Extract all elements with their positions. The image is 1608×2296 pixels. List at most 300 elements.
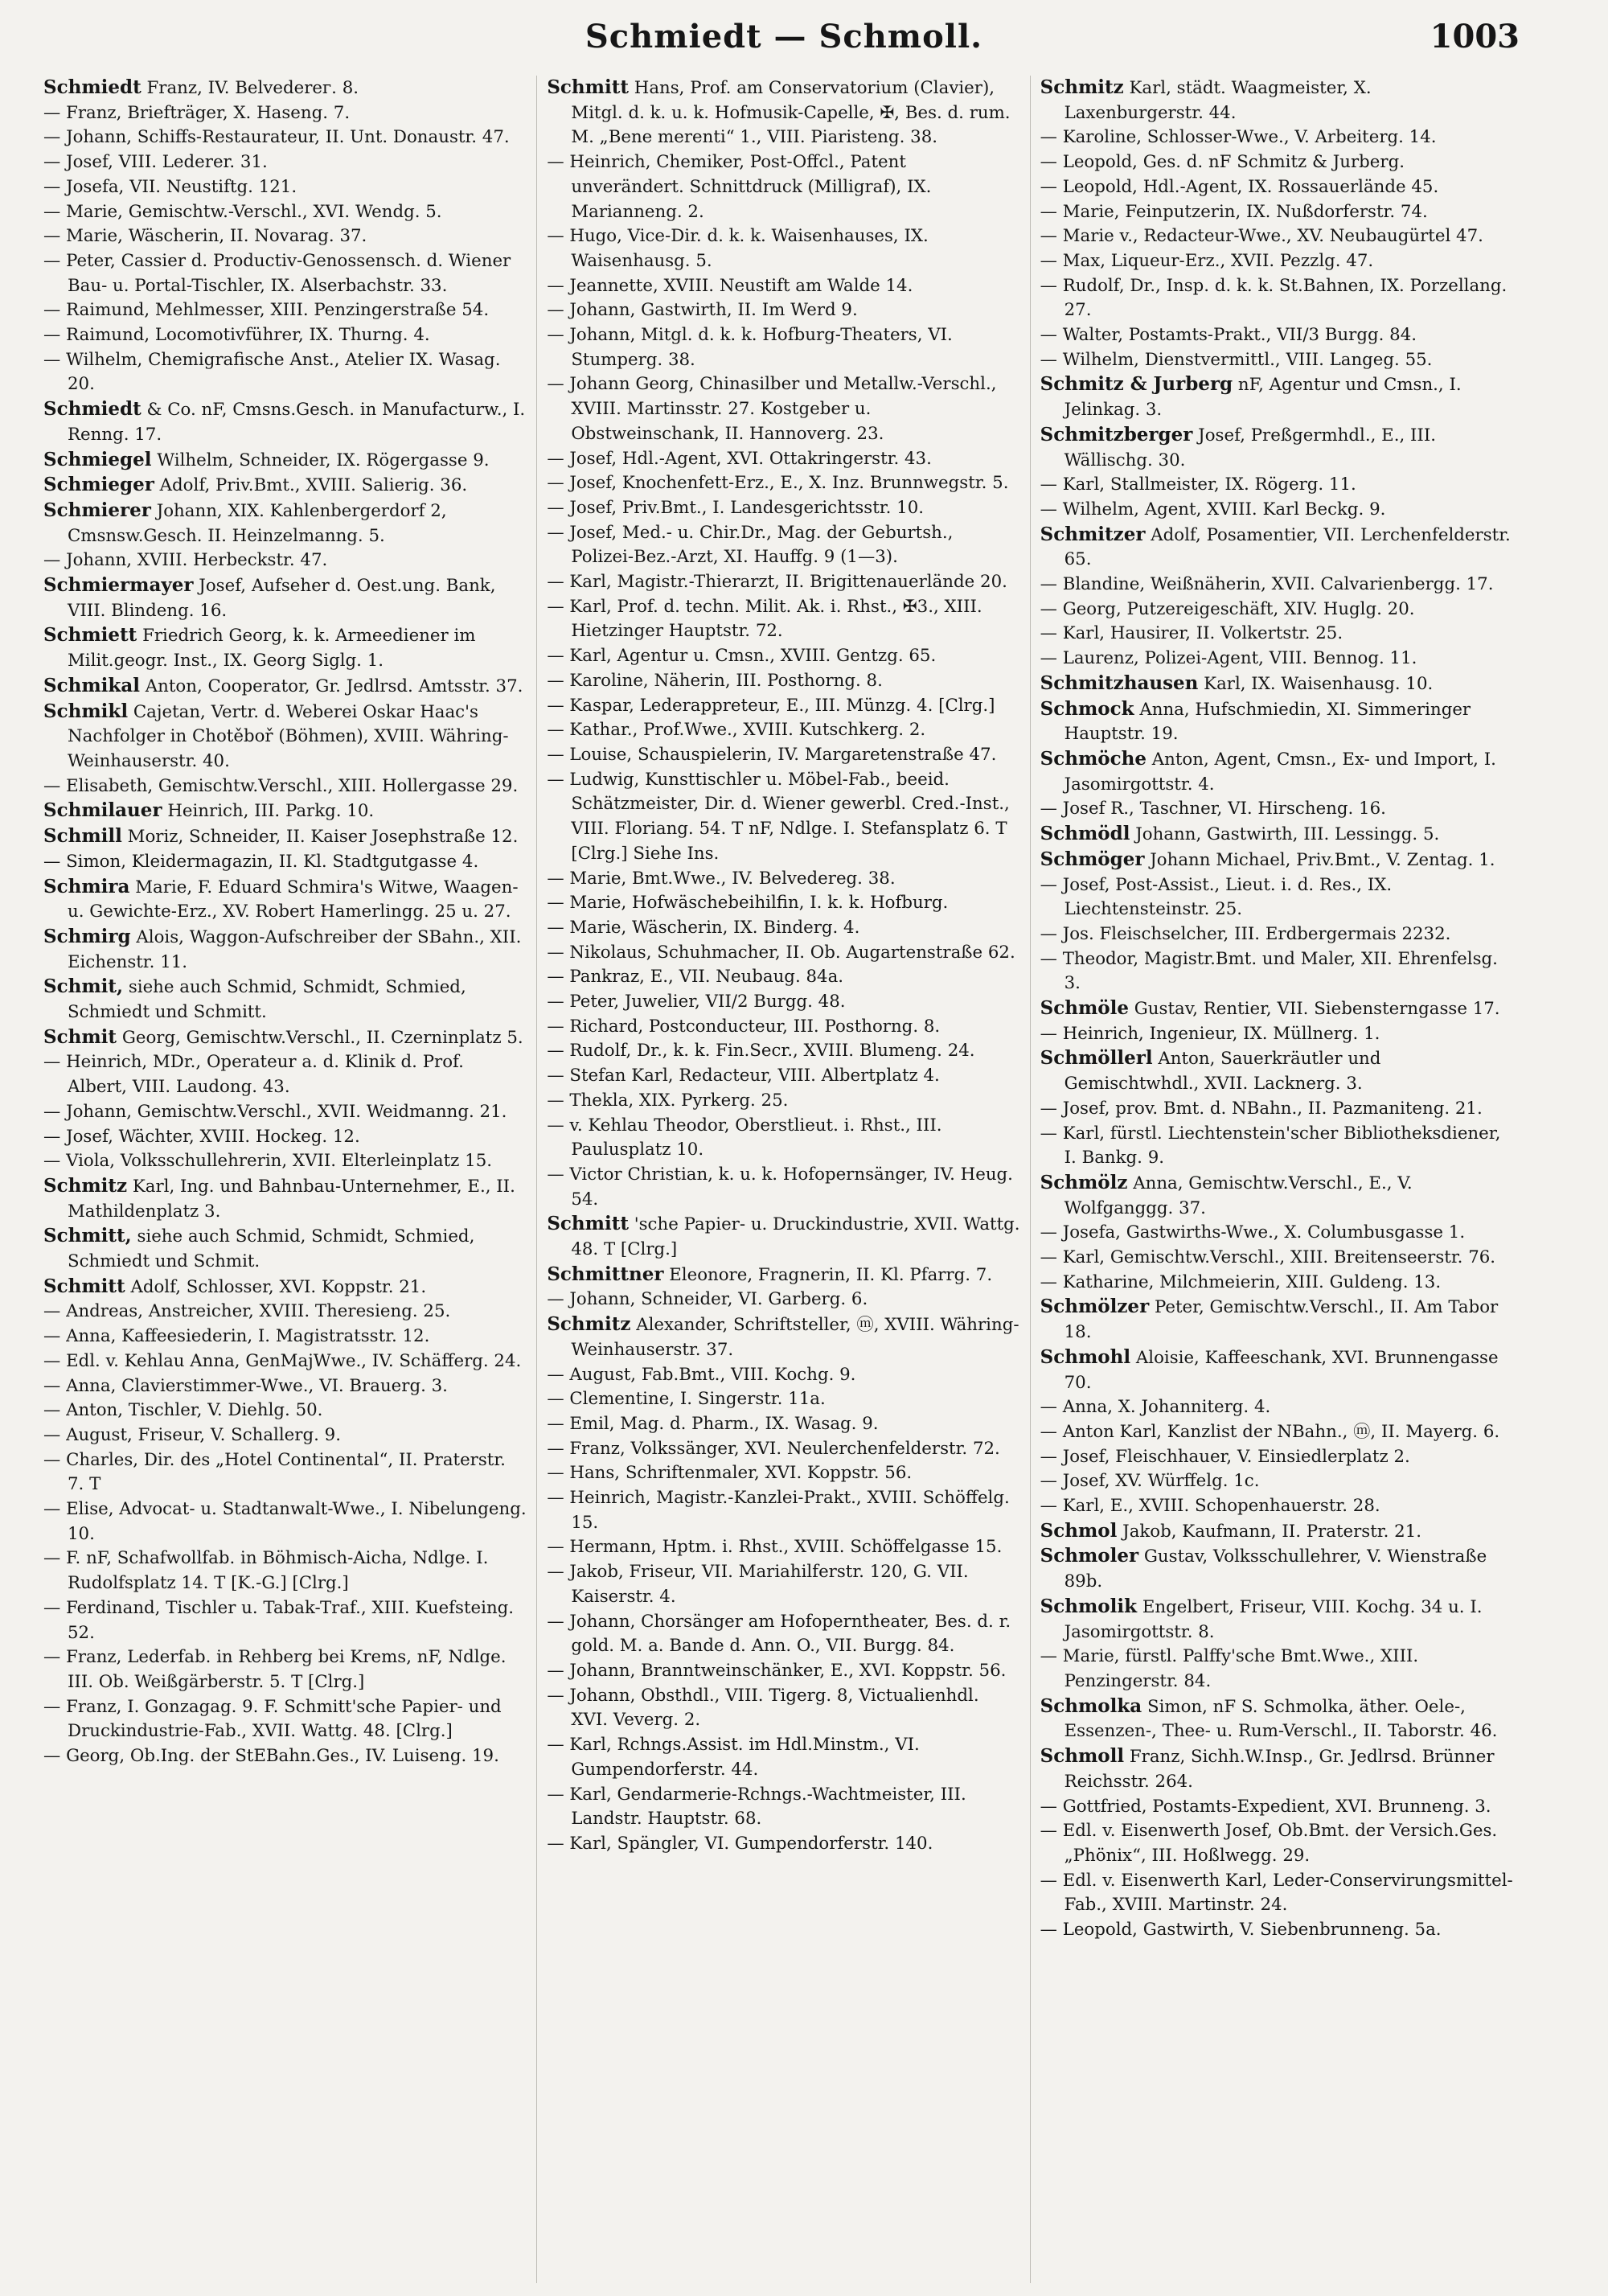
entry-details: — Marie, Feinputzerin, IX. Nußdorferstr. 74. [1040, 201, 1428, 222]
entry-surname: Schmilauer [43, 799, 162, 822]
entry-surname: Schmiegel [43, 448, 152, 470]
column-3 [1030, 76, 1523, 2283]
entry-details: — Edl. v. Eisenwerth Josef, Ob.Bmt. der Versich.Ges. „Phönix“, III. Hoßlwegg. 29. [1040, 1821, 1498, 1866]
directory-entry [1040, 1097, 1513, 1122]
directory-entry [547, 694, 1019, 719]
directory-entry [1040, 1694, 1513, 1744]
directory-entry [547, 323, 1019, 372]
directory-entry [1040, 323, 1513, 348]
directory-entry [1040, 1795, 1513, 1820]
entry-details: — Josef, XV. Würffelg. 1c. [1040, 1471, 1260, 1492]
directory-entry [1040, 473, 1513, 498]
directory-entry [1040, 1595, 1513, 1645]
entry-details: — Wilhelm, Agent, XVIII. Karl Beckg. 9. [1040, 499, 1386, 520]
directory-entry [1040, 947, 1513, 996]
directory-entry [547, 570, 1019, 595]
entry-details: 'sche Papier- u. Druckindustrie, XVII. Wattg. 48. T [Clrg.] [571, 1214, 1020, 1260]
entry-surname: Schmieger [43, 474, 154, 496]
entry-details: — Franz, Lederfab. in Rehberg bei Krems, nF, Ndlge. III. Ob. Weißgärberstr. 5. T [Clrg.] [43, 1647, 507, 1692]
entry-details: Wilhelm, Schneider, IX. Rögergasse 9. [157, 450, 490, 470]
entry-surname: Schmit, [43, 975, 124, 998]
directory-entry [547, 298, 1019, 323]
entry-details: Franz, IV. Belvederег. 8. [146, 78, 359, 98]
entry-details: — v. Kehlau Theodor, Oberstlieut. i. Rhst., III. Paulusplatz 10. [547, 1115, 942, 1160]
entry-details: — Josef, Med.- u. Chir.Dr., Mag. der Geburtsh., Polizei-Bez.-Arzt, XI. Hauffg. 9 (1—3). [547, 522, 954, 568]
directory-entry [547, 1312, 1019, 1362]
directory-entry [43, 1100, 527, 1125]
directory-entry [43, 224, 527, 249]
entry-surname: Schmira [43, 875, 130, 897]
entry-details: — Karl, Hausirer, II. Volkertstr. 25. [1040, 623, 1343, 644]
entry-details: — Leopold, Hdl.-Agent, IX. Rossauerlände 45. [1040, 176, 1439, 197]
entry-surname: Schmitt, [43, 1225, 132, 1247]
entry-details: — Johann, Schiffs-Restaurateur, II. Unt. Donaustr. 47. [43, 127, 510, 148]
entry-details: — Hugo, Vice-Dir. d. k. k. Waisenhauses, IX. Waisenhausg. 5. [547, 226, 929, 271]
directory-entry [43, 548, 527, 573]
directory-entry [547, 644, 1019, 669]
entry-details: — Richard, Postconducteur, III. Posthorng. 8. [547, 1016, 941, 1037]
directory-entry [547, 941, 1019, 966]
entry-details: Alexander, Schriftsteller, ⓜ, XVIII. Währing-Weinhauserstr. 37. [571, 1315, 1019, 1360]
directory-entry [547, 1288, 1019, 1312]
directory-entry [547, 1832, 1019, 1857]
entry-details: — Walter, Postamts-Prakt., VII/3 Burgg. 84. [1040, 325, 1417, 346]
directory-entry [1040, 873, 1513, 922]
entry-details: — Josef, Fleischhauer, V. Einsiedlerplatz 2. [1040, 1446, 1410, 1467]
entry-details: — Johann, XVIII. Herbeckstr. 47. [43, 550, 328, 571]
directory-entry [547, 1387, 1019, 1412]
entry-details: — Josefa, VII. Neustiftg. 121. [43, 176, 297, 197]
entry-details: — Blandine, Weißnäherin, XVII. Calvarienbergg. 17. [1040, 574, 1494, 595]
entry-details: — Emil, Mag. d. Pharm., IX. Wasag. 9. [547, 1413, 879, 1434]
directory-entry [43, 1497, 527, 1546]
entry-details: — Franz, Briefträger, X. Haseng. 7. [43, 102, 351, 123]
entry-details: — Raimund, Mehlmesser, XIII. Penzingerstraße 54. [43, 300, 490, 321]
entry-details: — Georg, Putzereigeschäft, XIV. Huglg. 20. [1040, 598, 1415, 619]
directory-entry [43, 850, 527, 875]
entry-details: Heinrich, III. Parkg. 10. [167, 801, 375, 822]
entry-surname: Schmitt [547, 1213, 629, 1235]
entry-details: Jakob, Kaufmann, II. Praterstr. 21. [1122, 1521, 1422, 1542]
entry-details: Karl, Ing. und Bahnbau-Unternehmer, E., II. Mathildenplatz 3. [68, 1176, 515, 1222]
entry-surname: Schmiermayer [43, 574, 194, 597]
directory-entry [43, 623, 527, 673]
entry-details: Simon, nF S. Schmolka, äther. Oele-, Essenzen-, Thee- u. Rum-Verschl., II. Taborstr. 46. [1064, 1696, 1498, 1742]
directory-entry [1040, 1420, 1513, 1445]
entry-details: — Josef, Post-Assist., Lieut. i. d. Res., IX. Liechtensteinstr. 25. [1040, 874, 1393, 920]
entry-details: Georg, Gemischtw.Verschl., II. Czerninplatz 5. [121, 1027, 523, 1048]
directory-entry [547, 1089, 1019, 1114]
directory-entry [1040, 125, 1513, 150]
entry-surname: Schmitt [43, 1275, 125, 1297]
directory-entry [43, 1224, 527, 1274]
entry-details: — Rudolf, Dr., k. k. Fin.Secr., XVIII. Blumeng. 24. [547, 1041, 975, 1062]
entry-details: — Louise, Schauspielerin, IV. Margaretenstraße 47. [547, 744, 997, 765]
directory-entry [547, 471, 1019, 496]
entry-details: — Johann, Branntweinschänker, E., XVI. Koppstr. 56. [547, 1661, 1007, 1681]
entry-surname: Schmol [1040, 1519, 1118, 1542]
entry-details: — Leopold, Ges. d. nF Schmitz & Jurberg. [1040, 152, 1405, 173]
entry-details: Adolf, Schlosser, XVI. Koppstr. 21. [130, 1276, 427, 1297]
entry-details: — Josef, Hdl.-Agent, XVI. Ottakringerstr. 43. [547, 448, 932, 469]
directory-entry [547, 1114, 1019, 1163]
directory-entry [547, 1560, 1019, 1609]
directory-entry [1040, 224, 1513, 249]
directory-entry [43, 397, 527, 447]
directory-entry [43, 150, 527, 175]
directory-entry [547, 1015, 1019, 1040]
directory-entry [43, 1448, 527, 1497]
entry-surname: Schmölz [1040, 1171, 1128, 1193]
directory-entry [43, 1125, 527, 1150]
directory-entry [43, 824, 527, 850]
entry-details: — Johann Georg, Chinasilber und Metallw.-Verschl., XVIII. Martinsstr. 27. Kostgeber u. Obstweinschank, II. Hannoverg. 23. [547, 374, 997, 444]
entry-surname: Schmöche [1040, 747, 1147, 770]
directory-entry [547, 965, 1019, 990]
entry-details: — Simon, Kleidermagazin, II. Kl. Stadtgutgasse 4. [43, 851, 479, 872]
directory-entry [547, 76, 1019, 150]
entry-surname: Schmitt [547, 76, 629, 98]
entry-details: — Karl, Stallmeister, IX. Rögerg. 11. [1040, 474, 1356, 495]
entry-details: — Laurenz, Polizei-Agent, VIII. Bennog. 11. [1040, 648, 1417, 669]
entry-details: — Karl, fürstl. Liechtenstein'scher Bibliotheksdiener, I. Bankg. 9. [1040, 1123, 1501, 1169]
directory-entry [1040, 1046, 1513, 1096]
column-2 [536, 76, 1029, 2283]
directory-entry [547, 1363, 1019, 1388]
directory-entry [43, 1174, 527, 1224]
directory-columns [43, 76, 1523, 2283]
entry-details: — Peter, Juwelier, VII/2 Burgg. 48. [547, 992, 846, 1012]
directory-entry [43, 1399, 527, 1423]
entry-details: Josef, Preßgermhdl., E., III. Wällischg. 30. [1064, 425, 1437, 470]
entry-details: Adolf, Priv.Bmt., XVIII. Salierig. 36. [159, 475, 468, 496]
entry-details: — Anton, Tischler, V. Diehlg. 50. [43, 1400, 323, 1421]
entry-details: — Karoline, Näherin, III. Posthorng. 8. [547, 670, 883, 691]
directory-entry [547, 1783, 1019, 1832]
entry-details: — Marie, Hofwäschebeihilfin, I. k. k. Hofburg. [547, 893, 949, 914]
directory-entry [547, 1486, 1019, 1535]
directory-entry [547, 1064, 1019, 1089]
directory-entry [43, 249, 527, 298]
directory-entry [43, 1025, 527, 1051]
directory-entry [1040, 200, 1513, 225]
entry-details: — Marie, fürstl. Palffy'sche Bmt.Wwe., XIII. Penzingerstr. 84. [1040, 1646, 1419, 1691]
entry-details: siehe auch Schmid, Schmidt, Schmied, Schmiedt und Schmitt. [68, 977, 466, 1023]
entry-details: Anna, Hufschmiedin, XI. Simmeringer Hauptstr. 19. [1064, 699, 1471, 745]
entry-details: — Ludwig, Kunsttischler u. Möbel-Fab., beeid. Schätzmeister, Dir. d. Wiener gewerbl. Cred.-Inst., VIII. Floriang. 54. T nF, Ndlge. I. Stefansplatz 6. T [Clrg.] Siehe Ins. [547, 769, 1010, 864]
entry-details: — Georg, Ob.Ing. der StEBahn.Ges., IV. Luiseng. 19. [43, 1746, 499, 1767]
entry-details: & Co. nF, Cmsns.Gesch. in Manufacturw., I. Renng. 17. [68, 400, 526, 445]
entry-details: Karl, städt. Waagmeister, X. Laxenburgerstr. 44. [1064, 78, 1372, 123]
directory-entry [1040, 848, 1513, 873]
entry-surname: Schmöle [1040, 997, 1130, 1020]
entry-details: Anton, Agent, Cmsn., Ex- und Import, I. Jasomirgottstr. 4. [1064, 749, 1496, 795]
entry-details: — Elise, Advocat- u. Stadtanwalt-Wwe., I. Nibelungeng. 10. [43, 1499, 527, 1544]
entry-details: — Leopold, Gastwirth, V. Siebenbrunneng. 5a. [1040, 1920, 1442, 1941]
entry-details: — Edl. v. Eisenwerth Karl, Leder-Conservirungsmittel-Fab., XVIII. Martinstr. 24. [1040, 1870, 1513, 1916]
directory-entry [43, 323, 527, 348]
entry-surname: Schmikal [43, 674, 140, 696]
page-number: 1003 [1430, 18, 1520, 55]
directory-entry [1040, 76, 1513, 125]
running-title: Schmiedt — Schmoll. [585, 18, 983, 55]
entry-details: — Hans, Schriftenmaler, XVI. Koppstr. 56. [547, 1463, 913, 1484]
entry-details: Gustav, Volksschullehrer, V. Wienstraße 89b. [1064, 1546, 1487, 1592]
directory-entry [1040, 1122, 1513, 1171]
directory-entry [43, 774, 527, 799]
entry-details: — August, Friseur, V. Schallerg. 9. [43, 1424, 341, 1445]
entry-details: Karl, IX. Waisenhausg. 10. [1204, 673, 1434, 694]
entry-details: — Marie, Wäscherin, IX. Binderg. 4. [547, 917, 860, 938]
directory-entry [547, 1535, 1019, 1560]
entry-details: — Viola, Volksschullehrerin, XVII. Elterleinplatz 15. [43, 1151, 493, 1172]
directory-entry [43, 1349, 527, 1374]
entry-details: — Karl, Gemischtw.Verschl., XIII. Breitenseerstr. 76. [1040, 1247, 1496, 1268]
entry-surname: Schmölzer [1040, 1296, 1150, 1318]
entry-details: — Franz, Volkssänger, XVI. Neulerchenfelderstr. 72. [547, 1438, 1000, 1459]
directory-entry [547, 1461, 1019, 1486]
entry-details: — Nikolaus, Schuhmacher, II. Ob. Augartenstraße 62. [547, 942, 1015, 963]
directory-entry [43, 573, 527, 623]
directory-entry [1040, 175, 1513, 200]
entry-surname: Schmitzberger [1040, 423, 1193, 446]
directory-entry [1040, 523, 1513, 573]
directory-entry [43, 1744, 527, 1769]
directory-entry [43, 1645, 527, 1694]
directory-entry [43, 101, 527, 126]
directory-entry [547, 891, 1019, 916]
entry-surname: Schmitz [1040, 76, 1124, 98]
entry-surname: Schmitzer [1040, 523, 1146, 545]
entry-details: — Charles, Dir. des „Hotel Continental“, II. Praterstr. 7. T [43, 1449, 506, 1495]
directory-entry [1040, 622, 1513, 647]
directory-entry [1040, 1022, 1513, 1047]
entry-details: — Josefa, Gastwirths-Wwe., X. Columbusgasse 1. [1040, 1222, 1466, 1243]
page-header [48, 14, 1520, 61]
entry-details: — Anna, X. Johanniterg. 4. [1040, 1397, 1271, 1418]
directory-entry [547, 718, 1019, 743]
entry-surname: Schmitz & Jurberg [1040, 373, 1233, 396]
entry-surname: Schmöllerl [1040, 1047, 1153, 1070]
entry-details: — Franz, I. Gonzagag. 9. F. Schmitt'sche Papier- und Druckindustrie-Fab., XVII. Wattg. 48. [Clrg.] [43, 1696, 502, 1742]
entry-details: Franz, Sichh.W.Insp., Gr. Jedlrsd. Brünner Reichsstr. 264. [1064, 1747, 1495, 1792]
entry-details: Moriz, Schneider, II. Kaiser Josephstraße 12. [127, 827, 519, 848]
directory-entry [1040, 598, 1513, 622]
entry-surname: Schmoll [1040, 1745, 1125, 1768]
directory-entry [1040, 1221, 1513, 1246]
entry-details: — Andreas, Anstreicher, XVIII. Theresieng. 25. [43, 1301, 451, 1322]
directory-entry [547, 224, 1019, 273]
directory-entry [43, 674, 527, 700]
entry-details: Johann Michael, Priv.Bmt., V. Zentag. 1. [1150, 849, 1495, 870]
directory-entry [1040, 372, 1513, 422]
entry-details: — Josef, VIII. Lederer. 31. [43, 152, 268, 173]
entry-details: — F. nF, Schafwollfab. in Böhmisch-Aicha, Ndlge. I. Rudolfsplatz 14. T [K.-G.] [Clrg.] [43, 1548, 489, 1594]
directory-entry [547, 595, 1019, 644]
entry-details: siehe auch Schmid, Schmidt, Schmied, Schmiedt und Schmit. [68, 1226, 475, 1272]
entry-details: Eleonore, Fragnerin, II. Kl. Pfarrg. 7. [669, 1264, 993, 1285]
entry-details: — Heinrich, Ingenieur, IX. Müllnerg. 1. [1040, 1023, 1380, 1044]
directory-entry [547, 447, 1019, 472]
entry-details: — Wilhelm, Dienstvermittl., VIII. Langeg. 55. [1040, 349, 1433, 370]
directory-entry [1040, 1469, 1513, 1494]
entry-details: — Marie, Bmt.Wwe., IV. Belvedereg. 38. [547, 868, 896, 889]
directory-entry [547, 1212, 1019, 1262]
entry-details: — Kathar., Prof.Wwe., XVIII. Kutschkerg. 2. [547, 720, 926, 741]
entry-details: Engelbert, Friseur, VIII. Kochg. 34 u. I. Jasomirgottstr. 8. [1064, 1596, 1483, 1642]
entry-surname: Schmödl [1040, 823, 1130, 845]
directory-entry [43, 1546, 527, 1596]
directory-entry [547, 1412, 1019, 1437]
entry-surname: Schmit [43, 1025, 117, 1048]
entry-details: — Kaspar, Lederappreteur, E., III. Münzg. 4. [Clrg.] [547, 695, 995, 716]
entry-details: — Edl. v. Kehlau Anna, GenMajWwe., IV. Schäfferg. 24. [43, 1350, 522, 1371]
directory-entry [1040, 498, 1513, 523]
entry-details: Aloisie, Kaffeeschank, XVI. Brunnengasse 70. [1064, 1347, 1499, 1393]
entry-surname: Schmohl [1040, 1345, 1131, 1368]
entry-details: — Josef R., Taschner, VI. Hirscheng. 16. [1040, 799, 1386, 819]
directory-entry [1040, 822, 1513, 848]
entry-details: — Karl, Gendarmerie-Rchngs.-Wachtmeister, III. Landstr. Hauptstr. 68. [547, 1784, 966, 1830]
entry-details: — Thekla, XIX. Pyrkerg. 25. [547, 1090, 789, 1111]
directory-entry [547, 867, 1019, 892]
directory-entry [43, 700, 527, 774]
entry-surname: Schmock [1040, 697, 1134, 720]
directory-entry [1040, 423, 1513, 473]
directory-entry [43, 1596, 527, 1645]
directory-entry [547, 669, 1019, 694]
entry-details: Gustav, Rentier, VII. Siebensterngasse 17. [1134, 999, 1500, 1020]
directory-entry [43, 925, 527, 975]
entry-details: — Heinrich, Magistr.-Kanzlei-Prakt., XVIII. Schöffelg. 15. [547, 1488, 1010, 1533]
entry-details: Friedrich Georg, k. k. Armeediener im Milit.geogr. Inst., IX. Georg Siglg. 1. [68, 626, 476, 672]
entry-details: — Josef, prov. Bmt. d. NBahn., II. Pazmaniteng. 21. [1040, 1098, 1483, 1119]
directory-entry [43, 298, 527, 323]
entry-details: — Josef, Priv.Bmt., I. Landesgerichtsstr. 10. [547, 497, 925, 518]
entry-details: Hans, Prof. am Conservatorium (Clavier), Mitgl. d. k. u. k. Hofmusik-Capelle, ✠, Bes. d. rum. M. „Bene merenti“ 1., VIII. Piaristeng. 38. [571, 78, 1011, 148]
entry-details: — Karl, Rchngs.Assist. im Hdl.Minstm., VI. Gumpendorferstr. 44. [547, 1735, 920, 1780]
directory-entry [1040, 1271, 1513, 1296]
entry-details: — Raimund, Locomotivführer, IX. Thurng. 4. [43, 325, 430, 346]
directory-entry [1040, 1171, 1513, 1221]
entry-details: — August, Fab.Bmt., VIII. Kochg. 9. [547, 1364, 856, 1385]
entry-details: — Karl, Magistr.-Thierarzt, II. Brigittenauerlände 20. [547, 572, 1007, 593]
entry-details: — Anton Karl, Kanzlist der NBahn., ⓜ, II. Mayerg. 6. [1040, 1421, 1500, 1442]
entry-details: — Jakob, Friseur, VII. Mariahilferstr. 120, G. VII. Kaiserstr. 4. [547, 1562, 969, 1607]
entry-details: — Wilhelm, Chemigrafische Anst., Atelier IX. Wasag. 20. [43, 349, 501, 395]
directory-entry [1040, 1345, 1513, 1395]
entry-details: — Karl, E., XVIII. Schopenhauerstr. 28. [1040, 1496, 1380, 1517]
entry-details: — Ferdinand, Tischler u. Tabak-Traf., XIII. Kuefsteing. 52. [43, 1597, 515, 1643]
entry-details: — Heinrich, Chemiker, Post-Offcl., Patent unverändert. Schnittdruck (Milligraf), IX. Marianneng. 2. [547, 152, 932, 222]
entry-surname: Schmill [43, 825, 122, 848]
directory-entry [1040, 1544, 1513, 1594]
directory-entry [547, 990, 1019, 1015]
directory-entry [547, 768, 1019, 867]
directory-entry [43, 1325, 527, 1349]
entry-details: Adolf, Posamentier, VII. Lerchenfelderstr. 65. [1064, 524, 1511, 570]
directory-entry [547, 1039, 1019, 1064]
directory-entry [547, 1659, 1019, 1684]
directory-entry [43, 76, 527, 101]
entry-surname: Schmöger [1040, 848, 1145, 870]
directory-entry [43, 200, 527, 225]
directory-entry [547, 372, 1019, 446]
entry-details: — Marie, Gemischtw.-Verschl., XVI. Wendg. 5. [43, 201, 442, 222]
entry-surname: Schmiedt [43, 398, 142, 421]
directory-entry [43, 499, 527, 548]
entry-details: — Heinrich, MDr., Operateur a. d. Klinik d. Prof. Albert, VIII. Laudong. 43. [43, 1052, 464, 1098]
entry-details: — Pankraz, E., VII. Neubaug. 84a. [547, 967, 844, 988]
directory-entry [1040, 1869, 1513, 1918]
entry-details: Anton, Sauerkräutler und Gemischtwhdl., XVII. Lacknerg. 3. [1064, 1049, 1381, 1095]
directory-entry [1040, 1819, 1513, 1868]
entry-details: — Johann, Schneider, VI. Garberg. 6. [547, 1289, 868, 1310]
entry-details: nF, Agentur und Cmsn., I. Jelinkag. 3. [1064, 375, 1462, 421]
entry-surname: Schmirg [43, 925, 131, 947]
directory-entry [1040, 1519, 1513, 1545]
directory-entry [547, 1163, 1019, 1212]
entry-details: Peter, Gemischtw.Verschl., II. Am Tabor 18. [1064, 1297, 1499, 1343]
directory-entry [1040, 1494, 1513, 1519]
directory-entry [547, 521, 1019, 570]
entry-details: — Karl, Agentur u. Cmsn., XVIII. Gentzg. 65. [547, 646, 937, 667]
directory-entry [43, 799, 527, 824]
entry-surname: Schmierer [43, 499, 151, 521]
entry-details: Anna, Gemischtw.Verschl., E., V. Wolfganggg. 37. [1064, 1173, 1413, 1218]
entry-details: Alois, Waggon-Aufschreiber der SBahn., XII. Eichenstr. 11. [68, 926, 522, 972]
entry-details: — Johann, Gastwirth, II. Im Werd 9. [547, 300, 858, 321]
entry-details: — Johann, Gemischtw.Verschl., XVII. Weidmanng. 21. [43, 1101, 507, 1122]
entry-details: — Victor Christian, k. u. k. Hofopernsänger, IV. Heug. 54. [547, 1164, 1013, 1210]
entry-surname: Schmolik [1040, 1595, 1138, 1617]
entry-details: — Rudolf, Dr., Insp. d. k. k. St.Bahnen, IX. Porzellang. 27. [1040, 275, 1508, 321]
entry-details: Marie, F. Eduard Schmira's Witwe, Waagen- u. Gewichte-Erz., XV. Robert Hamerlingg. 25 u. 27. [68, 877, 519, 922]
entry-details: — Clementine, I. Singerstr. 11a. [547, 1389, 826, 1410]
entry-details: — Karoline, Schlosser-Wwe., V. Arbeiterg. 14. [1040, 127, 1437, 148]
entry-details: — Josef, Knochenfett-Erz., E., X. Inz. Brunnwegstr. 5. [547, 473, 1009, 494]
directory-entry [547, 916, 1019, 941]
entry-details: Josef, Aufseher d. Oest.ung. Bank, VIII. Blindeng. 16. [68, 576, 496, 621]
directory-entry [1040, 1445, 1513, 1470]
directory-entry [43, 875, 527, 925]
entry-details: — Marie v., Redacteur-Wwe., XV. Neubaugürtel 47. [1040, 226, 1483, 247]
directory-entry [1040, 249, 1513, 274]
entry-surname: Schmolka [1040, 1694, 1142, 1717]
directory-entry [43, 1374, 527, 1399]
directory-entry [1040, 1645, 1513, 1694]
directory-entry [43, 1695, 527, 1744]
directory-entry [547, 1437, 1019, 1462]
directory-entry [1040, 150, 1513, 175]
entry-details: — Theodor, Magistr.Bmt. und Maler, XII. Ehrenfelsg. 3. [1040, 948, 1498, 994]
entry-details: — Johann, Obsthdl., VIII. Tigerg. 8, Victualienhdl. XVI. Veverg. 2. [547, 1685, 979, 1731]
entry-surname: Schmikl [43, 700, 129, 722]
entry-details: — Peter, Cassier d. Productiv-Genossensch. d. Wiener Bau- u. Portal-Tischler, IX. Alserbachstr. 33. [43, 250, 511, 296]
entry-details: — Hermann, Hptm. i. Rhst., XVIII. Schöffelgasse 15. [547, 1537, 1003, 1558]
entry-details: — Marie, Wäscherin, II. Novarag. 37. [43, 226, 367, 247]
directory-entry [43, 1275, 527, 1300]
entry-details: — Anna, Kaffeesiederin, I. Magistratsstr. 12. [43, 1326, 430, 1347]
directory-entry [43, 175, 527, 200]
directory-entry [1040, 1395, 1513, 1420]
directory-entry [1040, 1246, 1513, 1271]
directory-entry [1040, 672, 1513, 697]
directory-entry [1040, 274, 1513, 323]
directory-entry [1040, 1918, 1513, 1943]
directory-entry [1040, 697, 1513, 747]
directory-entry [1040, 747, 1513, 797]
